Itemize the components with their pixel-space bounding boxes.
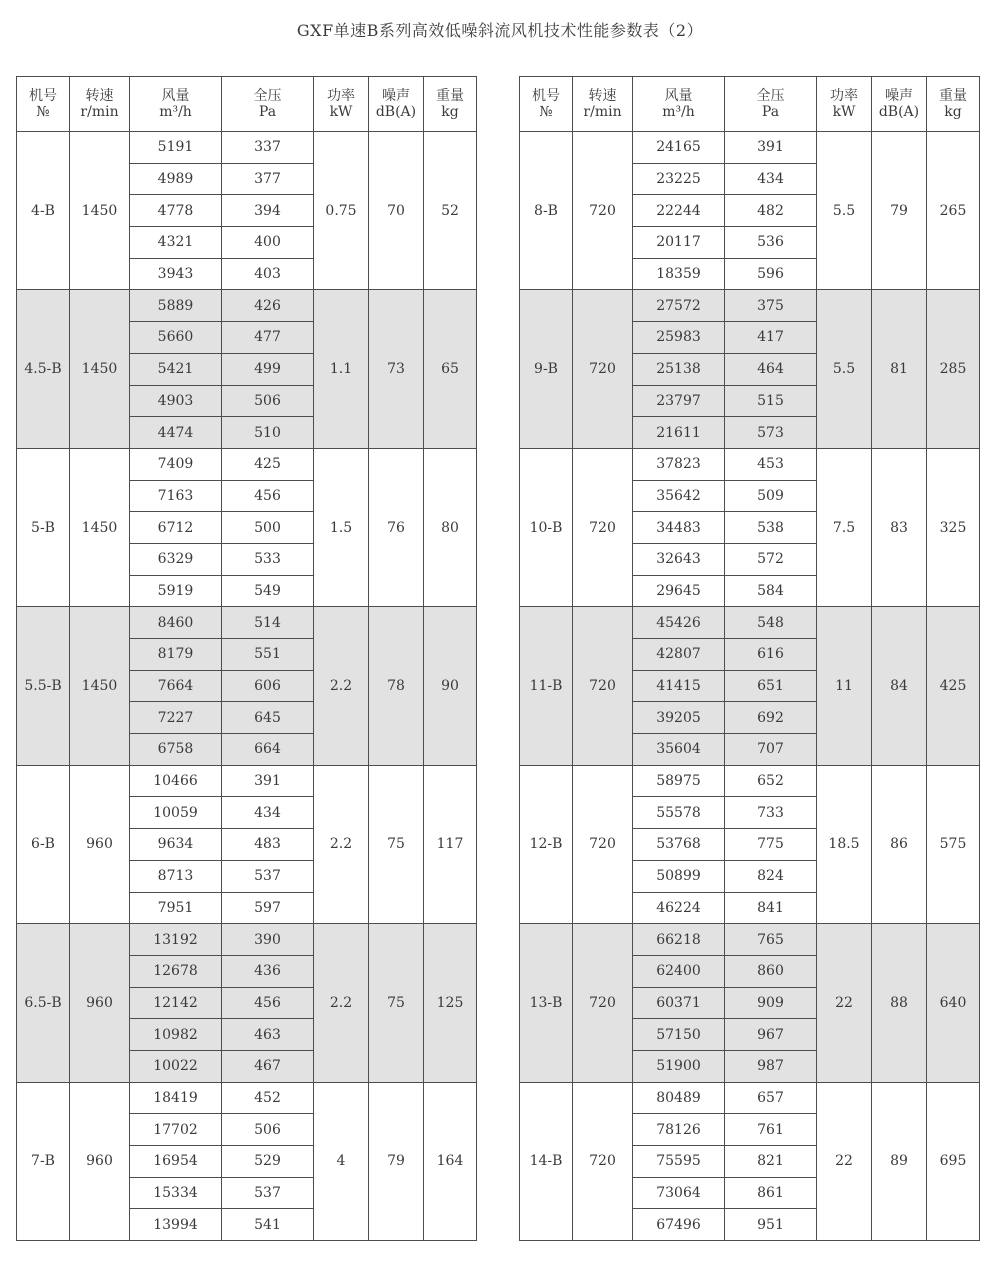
model-cell: 14-B [520, 1082, 573, 1240]
table-row [520, 1082, 980, 1114]
model-cell: 12-B [520, 765, 573, 923]
column-header [520, 77, 573, 132]
table-row [17, 1082, 477, 1114]
pressure-cell: 537 [222, 1177, 314, 1209]
weight-cell: 425 [927, 607, 980, 765]
pressure-cell: 616 [725, 639, 817, 671]
column-header-label: 全压 [253, 88, 282, 104]
table-row [520, 765, 980, 797]
weight-cell: 52 [424, 132, 477, 290]
weight-cell: 90 [424, 607, 477, 765]
power-cell: 5.5 [817, 290, 872, 448]
column-header-unit: Pa [258, 104, 277, 120]
airflow-cell: 5660 [130, 322, 222, 354]
pressure-cell: 506 [222, 385, 314, 417]
airflow-cell: 6758 [130, 734, 222, 766]
airflow-cell: 23225 [633, 163, 725, 195]
power-cell: 7.5 [817, 448, 872, 606]
speed-cell: 960 [70, 924, 130, 1082]
pressure-cell: 733 [725, 797, 817, 829]
pressure-cell: 377 [222, 163, 314, 195]
pressure-cell: 506 [222, 1114, 314, 1146]
pressure-cell: 572 [725, 543, 817, 575]
airflow-cell: 15334 [130, 1177, 222, 1209]
pressure-cell: 500 [222, 512, 314, 544]
noise-cell: 89 [872, 1082, 927, 1240]
pressure-cell: 860 [725, 955, 817, 987]
pressure-cell: 652 [725, 765, 817, 797]
airflow-cell: 41415 [633, 670, 725, 702]
power-cell: 1.1 [314, 290, 369, 448]
power-cell: 2.2 [314, 765, 369, 923]
power-cell: 22 [817, 924, 872, 1082]
speed-cell: 720 [573, 607, 633, 765]
column-header-label: 转速 [588, 88, 617, 104]
pressure-cell: 951 [725, 1209, 817, 1241]
speed-cell: 1450 [70, 290, 130, 448]
power-cell: 2.2 [314, 924, 369, 1082]
pressure-cell: 657 [725, 1082, 817, 1114]
pressure-cell: 537 [222, 860, 314, 892]
pressure-cell: 510 [222, 417, 314, 449]
model-cell: 4-B [17, 132, 70, 290]
table-row [520, 607, 980, 639]
model-cell: 13-B [520, 924, 573, 1082]
airflow-cell: 13994 [130, 1209, 222, 1241]
table-row [17, 607, 477, 639]
power-cell: 4 [314, 1082, 369, 1240]
column-header-unit: № [36, 104, 50, 120]
column-header [369, 77, 424, 132]
model-cell: 5-B [17, 448, 70, 606]
pressure-cell: 434 [222, 797, 314, 829]
noise-cell: 76 [369, 448, 424, 606]
column-header-unit: r/min [583, 104, 622, 120]
pressure-cell: 391 [725, 132, 817, 164]
airflow-cell: 8179 [130, 639, 222, 671]
airflow-cell: 9634 [130, 829, 222, 861]
pressure-cell: 584 [725, 575, 817, 607]
airflow-cell: 60371 [633, 987, 725, 1019]
pressure-cell: 861 [725, 1177, 817, 1209]
airflow-cell: 4989 [130, 163, 222, 195]
speed-cell: 1450 [70, 607, 130, 765]
speed-cell: 1450 [70, 132, 130, 290]
airflow-cell: 8713 [130, 860, 222, 892]
noise-cell: 79 [369, 1082, 424, 1240]
weight-cell: 695 [927, 1082, 980, 1240]
airflow-cell: 42807 [633, 639, 725, 671]
weight-cell: 164 [424, 1082, 477, 1240]
pressure-cell: 375 [725, 290, 817, 322]
airflow-cell: 66218 [633, 924, 725, 956]
airflow-cell: 50899 [633, 860, 725, 892]
table-row [17, 290, 477, 322]
airflow-cell: 7409 [130, 448, 222, 480]
table-row [17, 765, 477, 797]
column-header [70, 77, 130, 132]
model-cell: 9-B [520, 290, 573, 448]
column-header [130, 77, 222, 132]
airflow-cell: 67496 [633, 1209, 725, 1241]
airflow-cell: 4321 [130, 227, 222, 259]
pressure-cell: 509 [725, 480, 817, 512]
model-cell: 10-B [520, 448, 573, 606]
airflow-cell: 23797 [633, 385, 725, 417]
pressure-cell: 529 [222, 1146, 314, 1178]
pressure-cell: 452 [222, 1082, 314, 1114]
pressure-cell: 483 [222, 829, 314, 861]
power-cell: 18.5 [817, 765, 872, 923]
speed-cell: 960 [70, 765, 130, 923]
airflow-cell: 80489 [633, 1082, 725, 1114]
pressure-cell: 426 [222, 290, 314, 322]
airflow-cell: 6329 [130, 543, 222, 575]
pressure-cell: 551 [222, 639, 314, 671]
pressure-cell: 337 [222, 132, 314, 164]
pressure-cell: 597 [222, 892, 314, 924]
pressure-cell: 477 [222, 322, 314, 354]
pressure-cell: 514 [222, 607, 314, 639]
noise-cell: 75 [369, 924, 424, 1082]
pressure-cell: 436 [222, 955, 314, 987]
table-row [520, 290, 980, 322]
airflow-cell: 4778 [130, 195, 222, 227]
table-row [17, 448, 477, 480]
spec-table-left [16, 76, 477, 1241]
column-header-label: 功率 [830, 88, 858, 104]
noise-cell: 84 [872, 607, 927, 765]
pressure-cell: 538 [725, 512, 817, 544]
pressure-cell: 456 [222, 480, 314, 512]
noise-cell: 88 [872, 924, 927, 1082]
model-cell: 8-B [520, 132, 573, 290]
column-header-label: 功率 [327, 88, 355, 104]
pressure-cell: 390 [222, 924, 314, 956]
column-header [817, 77, 872, 132]
table-row [520, 132, 980, 164]
pressure-cell: 417 [725, 322, 817, 354]
weight-cell: 65 [424, 290, 477, 448]
speed-cell: 720 [573, 765, 633, 923]
airflow-cell: 51900 [633, 1050, 725, 1082]
pressure-cell: 391 [222, 765, 314, 797]
pressure-cell: 467 [222, 1050, 314, 1082]
spec-table-right [519, 76, 980, 1241]
page-title: GXF单速B系列高效低噪斜流风机技术性能参数表（2） [296, 21, 704, 40]
pressure-cell: 453 [725, 448, 817, 480]
airflow-cell: 32643 [633, 543, 725, 575]
airflow-cell: 10059 [130, 797, 222, 829]
airflow-cell: 6712 [130, 512, 222, 544]
model-cell: 6-B [17, 765, 70, 923]
speed-cell: 720 [573, 132, 633, 290]
airflow-cell: 62400 [633, 955, 725, 987]
pressure-cell: 499 [222, 353, 314, 385]
airflow-cell: 3943 [130, 258, 222, 290]
airflow-cell: 25138 [633, 353, 725, 385]
airflow-cell: 37823 [633, 448, 725, 480]
pressure-cell: 482 [725, 195, 817, 227]
pressure-cell: 548 [725, 607, 817, 639]
airflow-cell: 75595 [633, 1146, 725, 1178]
column-header-label: 风量 [664, 88, 693, 104]
airflow-cell: 5889 [130, 290, 222, 322]
pressure-cell: 987 [725, 1050, 817, 1082]
speed-cell: 720 [573, 924, 633, 1082]
airflow-cell: 45426 [633, 607, 725, 639]
airflow-cell: 8460 [130, 607, 222, 639]
column-header-label: 重量 [939, 88, 967, 104]
speed-cell: 720 [573, 1082, 633, 1240]
weight-cell: 117 [424, 765, 477, 923]
column-header-unit: kW [329, 104, 353, 120]
airflow-cell: 7227 [130, 702, 222, 734]
column-header [633, 77, 725, 132]
column-header-label: 机号 [532, 88, 560, 104]
airflow-cell: 10982 [130, 1019, 222, 1051]
noise-cell: 73 [369, 290, 424, 448]
pressure-cell: 549 [222, 575, 314, 607]
airflow-cell: 34483 [633, 512, 725, 544]
pressure-cell: 761 [725, 1114, 817, 1146]
table-row [520, 924, 980, 956]
airflow-cell: 7664 [130, 670, 222, 702]
pressure-cell: 425 [222, 448, 314, 480]
pressure-cell: 456 [222, 987, 314, 1019]
pressure-cell: 533 [222, 543, 314, 575]
pressure-cell: 824 [725, 860, 817, 892]
power-cell: 1.5 [314, 448, 369, 606]
model-cell: 5.5-B [17, 607, 70, 765]
airflow-cell: 78126 [633, 1114, 725, 1146]
model-cell: 6.5-B [17, 924, 70, 1082]
airflow-cell: 5191 [130, 132, 222, 164]
power-cell: 11 [817, 607, 872, 765]
noise-cell: 81 [872, 290, 927, 448]
column-header [927, 77, 980, 132]
noise-cell: 70 [369, 132, 424, 290]
airflow-cell: 22244 [633, 195, 725, 227]
airflow-cell: 18419 [130, 1082, 222, 1114]
column-header-label: 风量 [161, 88, 190, 104]
pressure-cell: 692 [725, 702, 817, 734]
pressure-cell: 606 [222, 670, 314, 702]
column-header-unit: kg [944, 104, 962, 120]
model-cell: 11-B [520, 607, 573, 765]
pressure-cell: 536 [725, 227, 817, 259]
airflow-cell: 16954 [130, 1146, 222, 1178]
column-header-unit: m³/h [662, 104, 695, 120]
column-header-unit: m³/h [159, 104, 192, 120]
weight-cell: 575 [927, 765, 980, 923]
column-header-unit: kg [441, 104, 459, 120]
column-header-unit: № [539, 104, 553, 120]
column-header-label: 转速 [85, 88, 114, 104]
airflow-cell: 53768 [633, 829, 725, 861]
header-row [520, 77, 980, 132]
noise-cell: 78 [369, 607, 424, 765]
column-header [314, 77, 369, 132]
airflow-cell: 7951 [130, 892, 222, 924]
column-header-unit: Pa [761, 104, 780, 120]
column-header-unit: dB(A) [375, 104, 417, 120]
airflow-cell: 27572 [633, 290, 725, 322]
weight-cell: 125 [424, 924, 477, 1082]
pressure-cell: 664 [222, 734, 314, 766]
pressure-cell: 434 [725, 163, 817, 195]
airflow-cell: 73064 [633, 1177, 725, 1209]
airflow-cell: 20117 [633, 227, 725, 259]
airflow-cell: 12142 [130, 987, 222, 1019]
column-header-label: 噪声 [885, 88, 913, 104]
column-header-unit: r/min [80, 104, 119, 120]
column-header-label: 全压 [756, 88, 785, 104]
speed-cell: 720 [573, 290, 633, 448]
pressure-cell: 463 [222, 1019, 314, 1051]
column-header [573, 77, 633, 132]
column-header [222, 77, 314, 132]
pressure-cell: 645 [222, 702, 314, 734]
pressure-cell: 515 [725, 385, 817, 417]
airflow-cell: 4903 [130, 385, 222, 417]
pressure-cell: 394 [222, 195, 314, 227]
pressure-cell: 841 [725, 892, 817, 924]
column-header [725, 77, 817, 132]
pressure-cell: 400 [222, 227, 314, 259]
airflow-cell: 21611 [633, 417, 725, 449]
pressure-cell: 765 [725, 924, 817, 956]
column-header-unit: kW [832, 104, 856, 120]
column-header-label: 噪声 [382, 88, 410, 104]
noise-cell: 79 [872, 132, 927, 290]
airflow-cell: 55578 [633, 797, 725, 829]
airflow-cell: 5919 [130, 575, 222, 607]
pressure-cell: 464 [725, 353, 817, 385]
weight-cell: 325 [927, 448, 980, 606]
noise-cell: 75 [369, 765, 424, 923]
airflow-cell: 12678 [130, 955, 222, 987]
weight-cell: 640 [927, 924, 980, 1082]
airflow-cell: 5421 [130, 353, 222, 385]
airflow-cell: 24165 [633, 132, 725, 164]
airflow-cell: 29645 [633, 575, 725, 607]
airflow-cell: 58975 [633, 765, 725, 797]
airflow-cell: 13192 [130, 924, 222, 956]
airflow-cell: 4474 [130, 417, 222, 449]
weight-cell: 265 [927, 132, 980, 290]
header-row [17, 77, 477, 132]
power-cell: 0.75 [314, 132, 369, 290]
noise-cell: 83 [872, 448, 927, 606]
speed-cell: 960 [70, 1082, 130, 1240]
column-header [872, 77, 927, 132]
column-header-label: 重量 [436, 88, 464, 104]
model-cell: 7-B [17, 1082, 70, 1240]
airflow-cell: 39205 [633, 702, 725, 734]
model-cell: 4.5-B [17, 290, 70, 448]
pressure-cell: 403 [222, 258, 314, 290]
pressure-cell: 775 [725, 829, 817, 861]
table-row [17, 924, 477, 956]
column-header-unit: dB(A) [878, 104, 920, 120]
pressure-cell: 573 [725, 417, 817, 449]
power-cell: 22 [817, 1082, 872, 1240]
column-header [17, 77, 70, 132]
table-row [17, 132, 477, 164]
airflow-cell: 17702 [130, 1114, 222, 1146]
power-cell: 5.5 [817, 132, 872, 290]
noise-cell: 86 [872, 765, 927, 923]
power-cell: 2.2 [314, 607, 369, 765]
airflow-cell: 10466 [130, 765, 222, 797]
weight-cell: 80 [424, 448, 477, 606]
airflow-cell: 18359 [633, 258, 725, 290]
pressure-cell: 821 [725, 1146, 817, 1178]
airflow-cell: 25983 [633, 322, 725, 354]
pressure-cell: 541 [222, 1209, 314, 1241]
column-header [424, 77, 477, 132]
pressure-cell: 967 [725, 1019, 817, 1051]
pressure-cell: 707 [725, 734, 817, 766]
column-header-label: 机号 [29, 88, 57, 104]
table-row [520, 448, 980, 480]
pressure-cell: 596 [725, 258, 817, 290]
pressure-cell: 651 [725, 670, 817, 702]
airflow-cell: 7163 [130, 480, 222, 512]
pressure-cell: 909 [725, 987, 817, 1019]
speed-cell: 1450 [70, 448, 130, 606]
weight-cell: 285 [927, 290, 980, 448]
airflow-cell: 46224 [633, 892, 725, 924]
airflow-cell: 57150 [633, 1019, 725, 1051]
speed-cell: 720 [573, 448, 633, 606]
airflow-cell: 35604 [633, 734, 725, 766]
airflow-cell: 10022 [130, 1050, 222, 1082]
airflow-cell: 35642 [633, 480, 725, 512]
